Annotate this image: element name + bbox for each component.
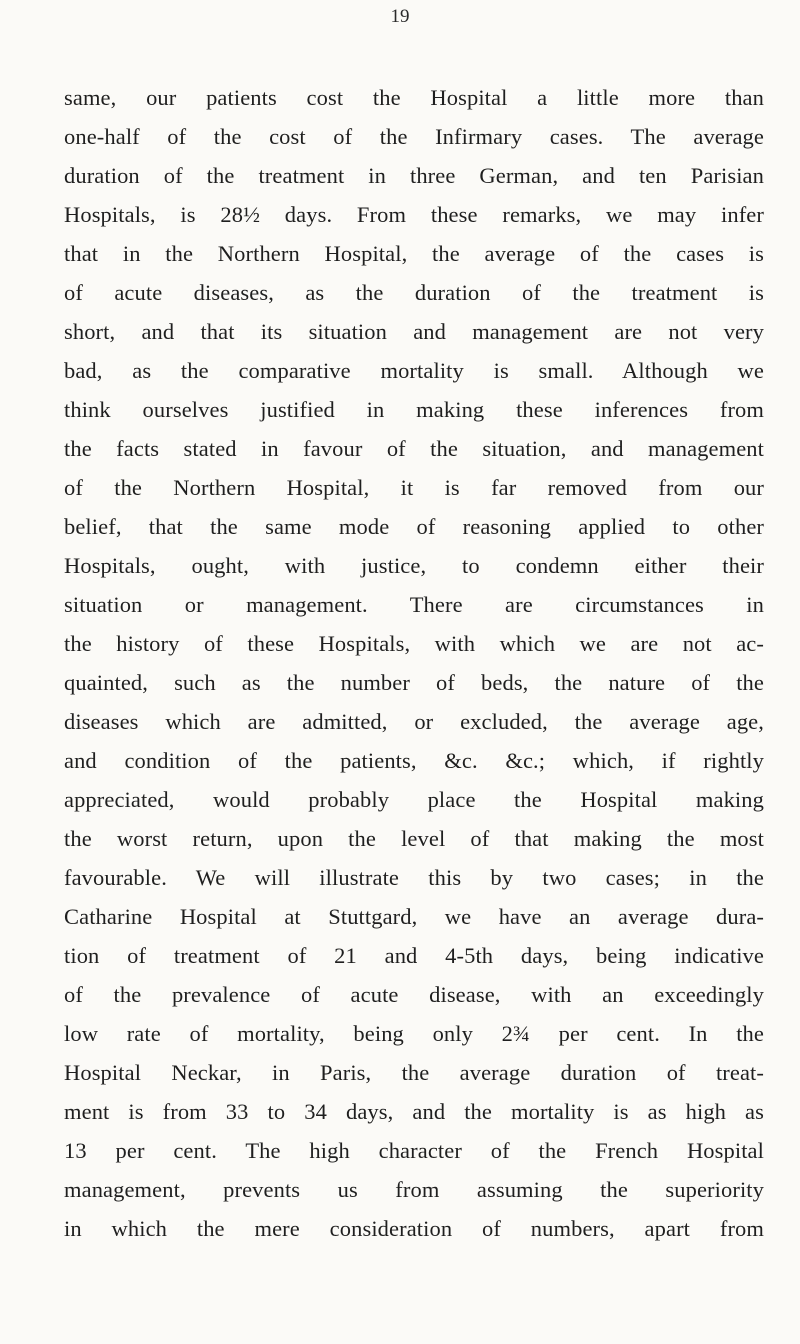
text-line: 13 per cent. The high character of the French Hospital: [64, 1138, 764, 1163]
text-line: that in the Northern Hospital, the average of the cases is: [64, 241, 764, 266]
text-line: favourable. We will illustrate this by two cases; in the: [64, 865, 764, 890]
text-line: ment is from 33 to 34 days, and the mortality is as high as: [64, 1099, 764, 1124]
text-line: situation or management. There are circumstances in: [64, 592, 764, 617]
body-text: [64, 78, 764, 1248]
text-line: tion of treatment of 21 and 4-5th days, being indicative: [64, 943, 764, 968]
text-line: Catharine Hospital at Stuttgard, we have an average dura-: [64, 904, 764, 929]
text-line: appreciated, would probably place the Hospital making: [64, 787, 764, 812]
text-line: the facts stated in favour of the situation, and management: [64, 436, 764, 461]
text-line: the history of these Hospitals, with which we are not ac-: [64, 631, 764, 656]
text-line: think ourselves justified in making these inferences from: [64, 397, 764, 422]
text-line: Hospital Neckar, in Paris, the average duration of treat-: [64, 1060, 764, 1085]
text-line: bad, as the comparative mortality is small. Although we: [64, 358, 764, 383]
text-line: management, prevents us from assuming the superiority: [64, 1177, 764, 1202]
text-line: of the Northern Hospital, it is far removed from our: [64, 475, 764, 500]
text-line: one-half of the cost of the Infirmary cases. The average: [64, 124, 764, 149]
text-line: quainted, such as the number of beds, the nature of the: [64, 670, 764, 695]
text-line: same, our patients cost the Hospital a little more than: [64, 85, 764, 110]
text-line: Hospitals, ought, with justice, to condemn either their: [64, 553, 764, 578]
text-line: low rate of mortality, being only 2¾ per cent. In the: [64, 1021, 764, 1046]
text-line: in which the mere consideration of numbers, apart from: [64, 1216, 764, 1241]
text-line: of acute diseases, as the duration of the treatment is: [64, 280, 764, 305]
text-line: duration of the treatment in three German, and ten Parisian: [64, 163, 764, 188]
text-line: diseases which are admitted, or excluded, the average age,: [64, 709, 764, 734]
text-line: short, and that its situation and management are not very: [64, 319, 764, 344]
text-line: and condition of the patients, &c. &c.; which, if rightly: [64, 748, 764, 773]
text-line: of the prevalence of acute disease, with an exceedingly: [64, 982, 764, 1007]
text-line: the worst return, upon the level of that making the most: [64, 826, 764, 851]
text-line: Hospitals, is 28½ days. From these remarks, we may infer: [64, 202, 764, 227]
text-line: belief, that the same mode of reasoning applied to other: [64, 514, 764, 539]
page-number: 19: [390, 6, 410, 27]
